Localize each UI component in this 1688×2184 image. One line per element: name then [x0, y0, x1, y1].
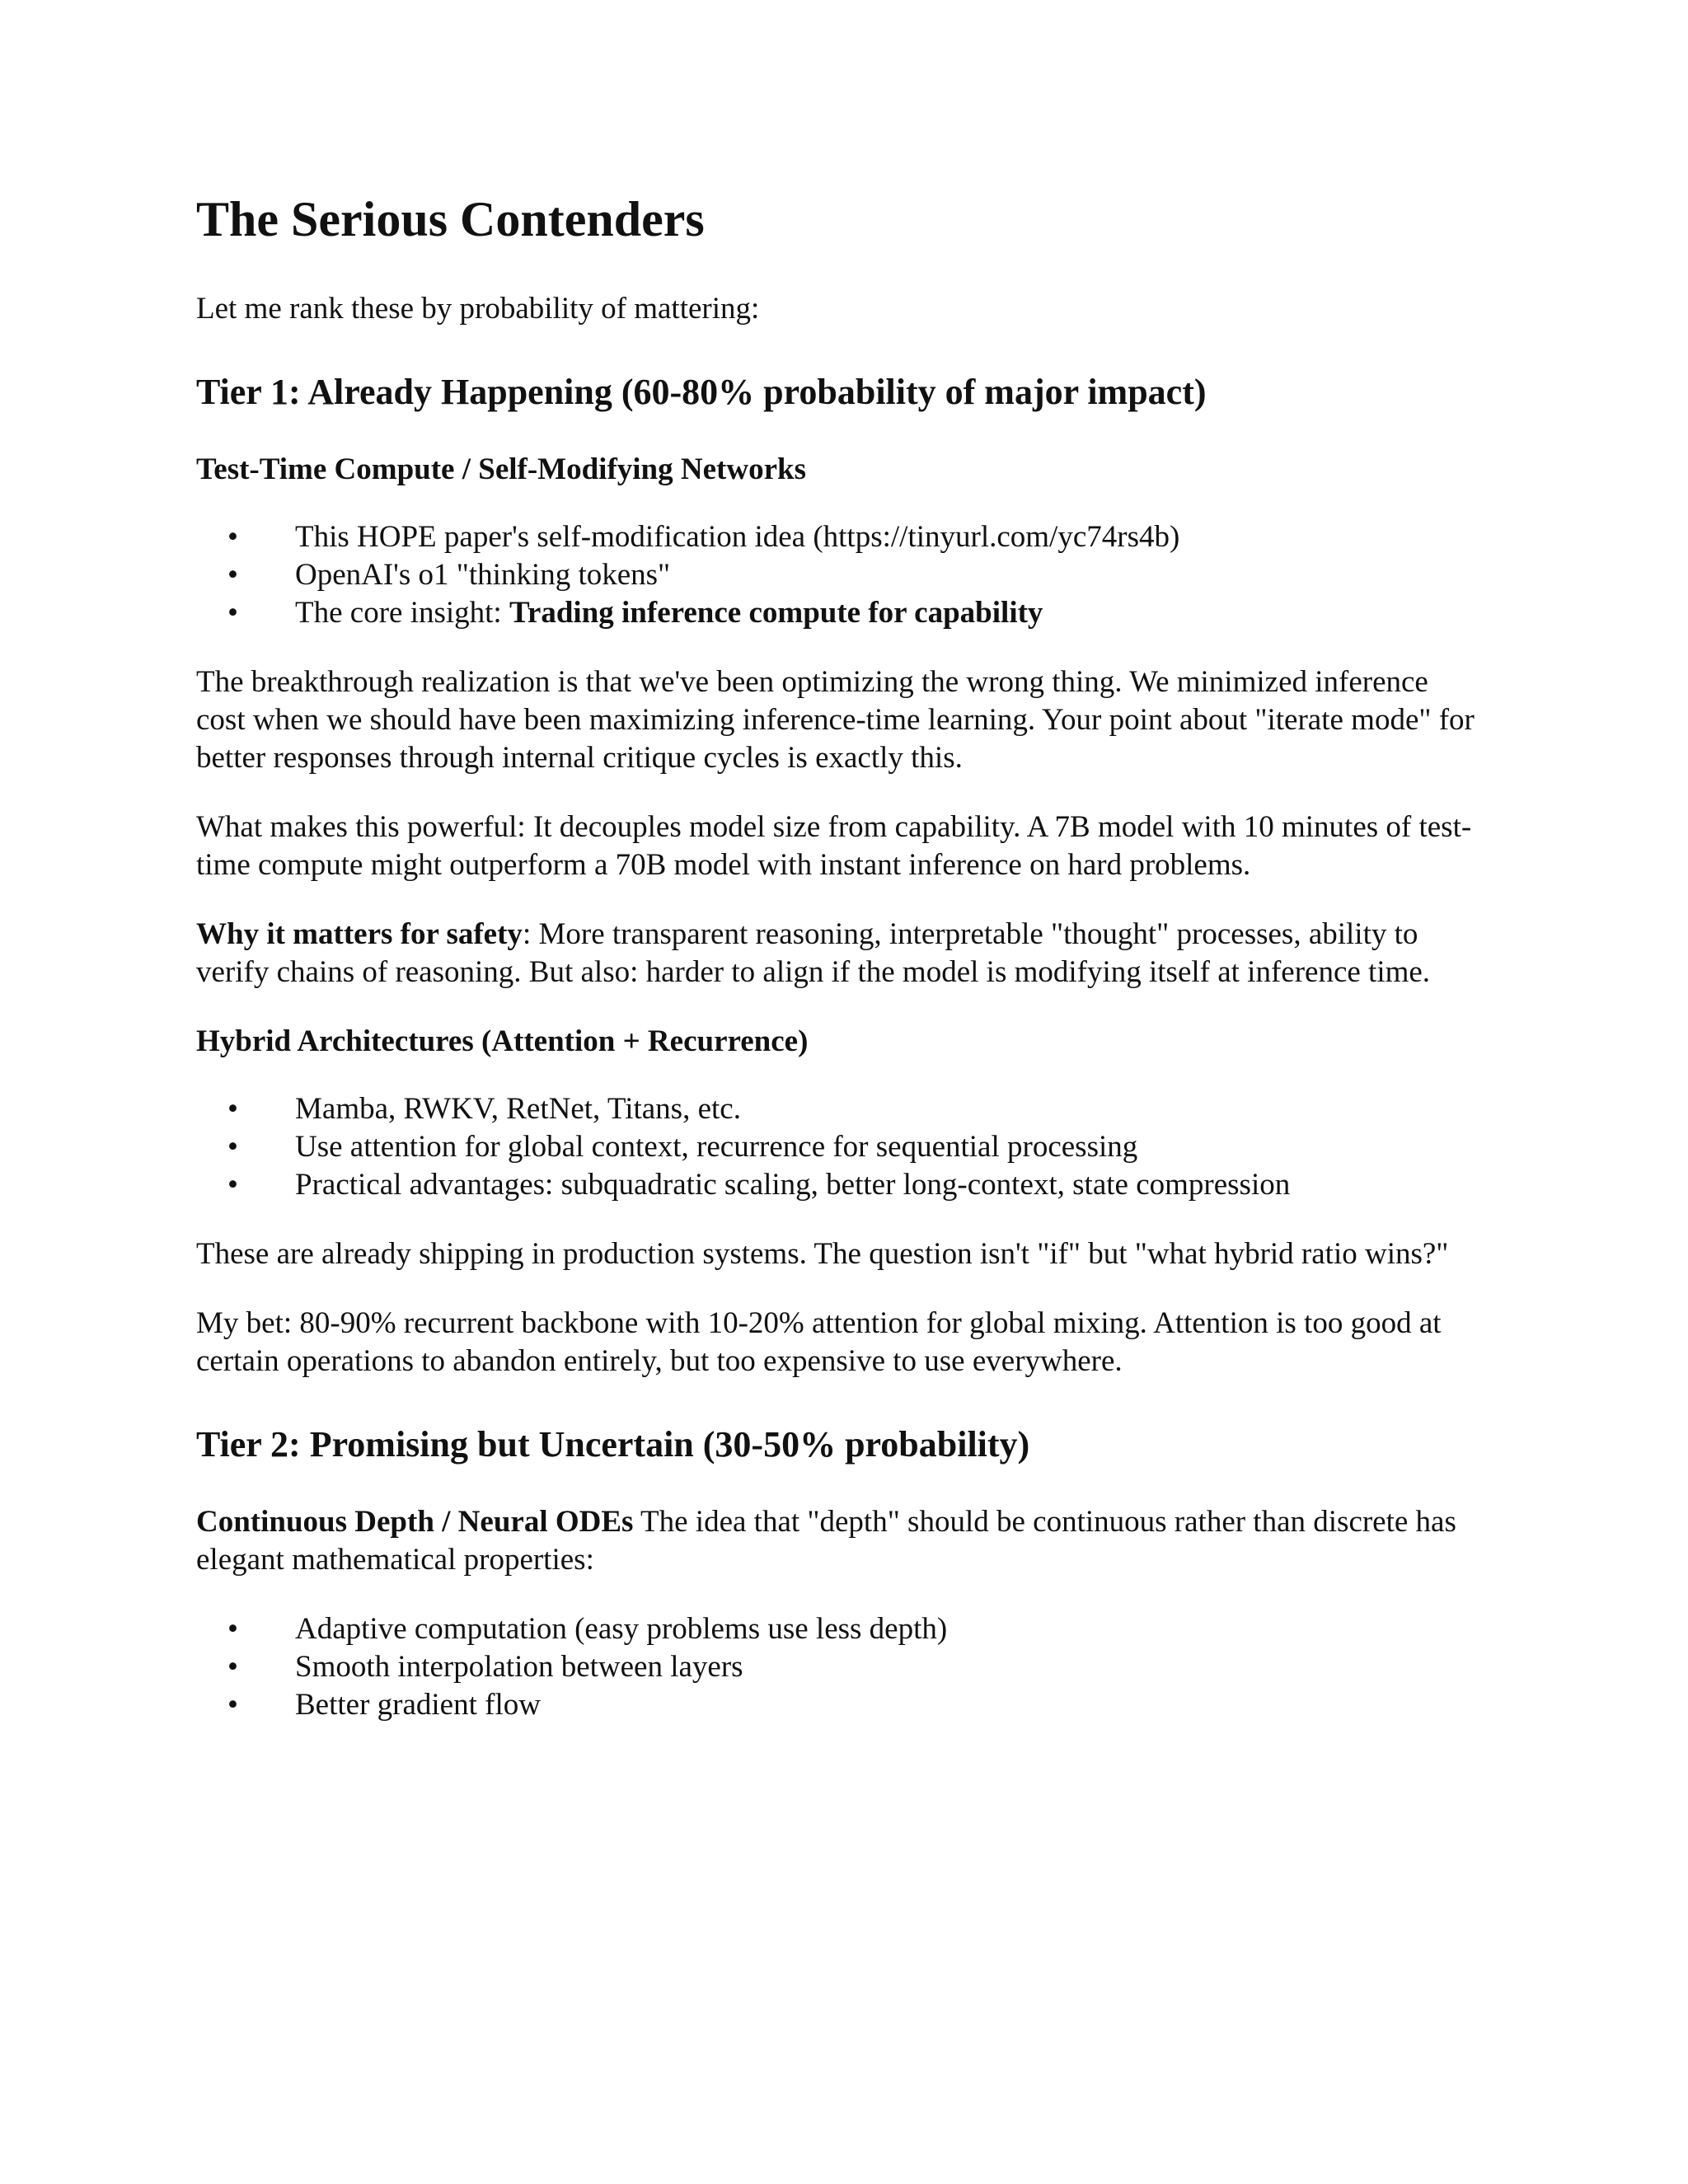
tier1-heading: Tier 1: Already Happening (60-80% probability of major impact) [196, 372, 1207, 412]
powerful-paragraph: What makes this powerful: It decouples model size from capability. A 7B model with 10 minutes of test-time compute might outperform a 70B model with instant inference on hard problems. [196, 810, 1472, 883]
list-item: • OpenAI's o1 "thinking tokens" [196, 556, 1482, 594]
page-title: The Serious Contenders [196, 192, 705, 246]
continuous-depth-paragraph [196, 1503, 1482, 1579]
safety-label: Why it matters for safety [196, 917, 523, 952]
list-item: • Adaptive computation (easy problems use less depth) [196, 1610, 1482, 1648]
list-item-text: The core insight: [295, 596, 509, 630]
list-item: • Better gradient flow [196, 1686, 1482, 1724]
continuous-depth-list [196, 1610, 1482, 1724]
list-item: • Practical advantages: subquadratic scaling, better long-context, state compression [196, 1166, 1482, 1204]
list-item: • This HOPE paper's self-modification idea (https://tinyurl.com/yc74rs4b) [196, 518, 1482, 556]
shipping-paragraph: These are already shipping in production systems. The question isn't "if" but "what hybrid ratio wins?" [196, 1237, 1449, 1272]
document-page [196, 190, 1482, 1755]
core-insight-bold: Trading inference compute for capability [509, 596, 1043, 630]
list-item [196, 594, 1482, 632]
continuous-depth-label: Continuous Depth / Neural ODEs [196, 1505, 634, 1540]
tier2-heading: Tier 2: Promising but Uncertain (30-50% probability) [196, 1424, 1030, 1465]
test-time-compute-heading: Test-Time Compute / Self-Modifying Networks [196, 452, 806, 486]
hybrid-architectures-list [196, 1090, 1482, 1204]
bet-paragraph: My bet: 80-90% recurrent backbone with 10-20% attention for global mixing. Attention is too good at certain operations to abandon entirely, but too expensive to use everywhere. [196, 1306, 1442, 1379]
breakthrough-paragraph: The breakthrough realization is that we've been optimizing the wrong thing. We minimized inference cost when we should have been maximizing inference-time learning. Your point about "iterate mode" for better responses through internal critique cycles is exactly this. [196, 665, 1475, 776]
hybrid-architectures-heading: Hybrid Architectures (Attention + Recurrence) [196, 1024, 809, 1059]
list-item: • Use attention for global context, recurrence for sequential processing [196, 1128, 1482, 1166]
test-time-compute-list [196, 518, 1482, 632]
intro-paragraph: Let me rank these by probability of mattering: [196, 292, 760, 326]
safety-text: : More transparent reasoning, interpretable "thought" processes, ability to verify chains of reasoning. But also: harder to align if the model is modifying itself at inference time. [196, 917, 1431, 990]
list-item: • Mamba, RWKV, RetNet, Titans, etc. [196, 1090, 1482, 1128]
continuous-depth-text: The idea that "depth" should be continuous rather than discrete has elegant mathematical properties: [196, 1505, 1456, 1577]
safety-paragraph [196, 916, 1482, 991]
list-item: • Smooth interpolation between layers [196, 1648, 1482, 1686]
